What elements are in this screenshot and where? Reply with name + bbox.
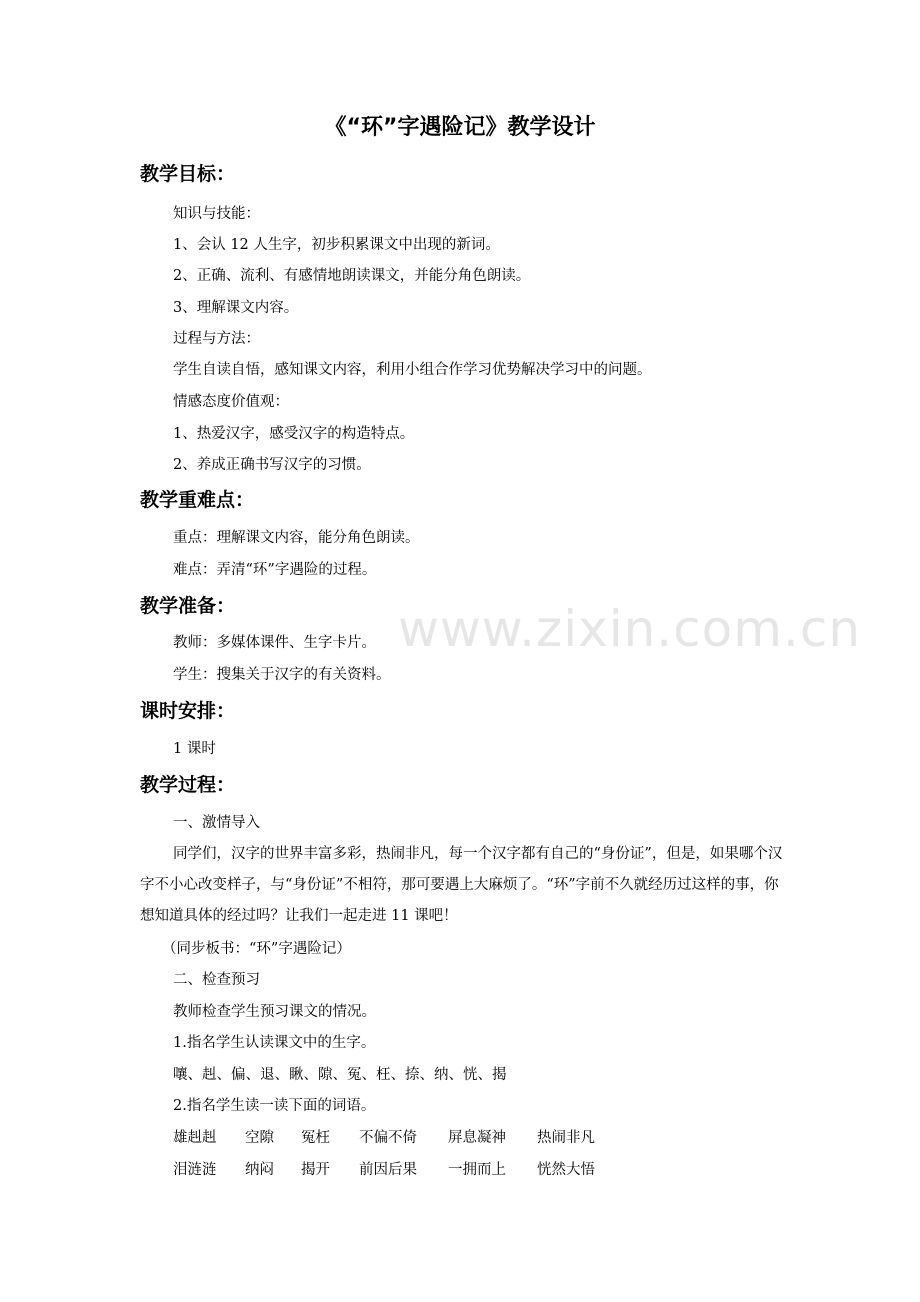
- document-title: 《“环”字遇险记》教学设计: [324, 115, 596, 140]
- knowledge-label: 知识与技能：: [173, 206, 260, 222]
- difficult-point: 难点：弄清“环”字遇险的过程。: [173, 562, 377, 578]
- knowledge-item-2: 2、正确、流利、有感情地朗读课文，并能分角色朗读。: [173, 268, 531, 284]
- schedule-text: 1 课时: [173, 741, 216, 757]
- schedule-heading: 课时安排：: [140, 700, 236, 722]
- step1-title: 一、激情导入: [173, 815, 260, 831]
- process-label: 过程与方法：: [173, 331, 260, 347]
- key-points-heading: 教学重难点：: [140, 489, 255, 511]
- word: 纳闷: [245, 1162, 274, 1178]
- word: 恍然大悟: [537, 1162, 595, 1178]
- emotion-item-2: 2、养成正确书写汉字的习惯。: [173, 457, 371, 473]
- preparation-heading: 教学准备：: [140, 595, 236, 617]
- word: 冤枉: [301, 1130, 330, 1146]
- process-heading: 教学过程：: [140, 774, 236, 796]
- step2-title: 二、检查预习: [173, 972, 260, 988]
- word: 前因后果: [359, 1162, 417, 1178]
- item2-text: 2.指名学生读一读下面的词语。: [173, 1098, 376, 1114]
- emotion-item-1: 1、热爱汉字，感受汉字的构造特点。: [173, 426, 415, 442]
- word: 热闹非凡: [537, 1130, 595, 1146]
- chars-list: 嚷、赳、偏、退、瞅、隙、冤、枉、捺、纳、恍、揭: [173, 1067, 507, 1083]
- emotion-label: 情感态度价值观：: [173, 394, 289, 410]
- word: 泪涟涟: [173, 1162, 217, 1178]
- step1-paragraph: 同学们，汉字的世界丰富多彩，热闹非凡，每一个汉字都有自己的“身份证”，但是，如果哪个汉字不小心改变样子，与“身份证”不相符，那可要遇上大麻烦了。“环”字前不久就经历过这样的事，你想知道具体的经过吗？让我们一起走进 11 课吧！: [140, 846, 783, 924]
- word: 揭开: [301, 1162, 330, 1178]
- preparation-teacher: 教师：多媒体课件、生字卡片。: [173, 635, 376, 651]
- step1-board: （同步板书：“环”字遇险记）: [162, 941, 351, 957]
- step2-text: 教师检查学生预习课文的情况。: [173, 1004, 376, 1020]
- word: 不偏不倚: [359, 1130, 417, 1146]
- process-text: 学生自读自悟，感知课文内容，利用小组合作学习优势解决学习中的问题。: [173, 362, 652, 378]
- item1-text: 1.指名学生认读课文中的生字。: [173, 1035, 376, 1051]
- watermark: www.zixin.com.cn: [398, 600, 862, 658]
- knowledge-item-1: 1、会认 12 人生字，初步积累课文中出现的新词。: [173, 237, 500, 253]
- word: 雄赳赳: [173, 1130, 217, 1146]
- word: 一拥而上: [448, 1162, 506, 1178]
- word: 空隙: [245, 1130, 274, 1146]
- goals-heading: 教学目标：: [140, 163, 236, 185]
- knowledge-item-3: 3、理解课文内容。: [173, 300, 299, 316]
- key-point: 重点：理解课文内容，能分角色朗读。: [173, 530, 420, 546]
- word: 屏息凝神: [448, 1130, 506, 1146]
- preparation-student: 学生：搜集关于汉字的有关资料。: [173, 667, 391, 683]
